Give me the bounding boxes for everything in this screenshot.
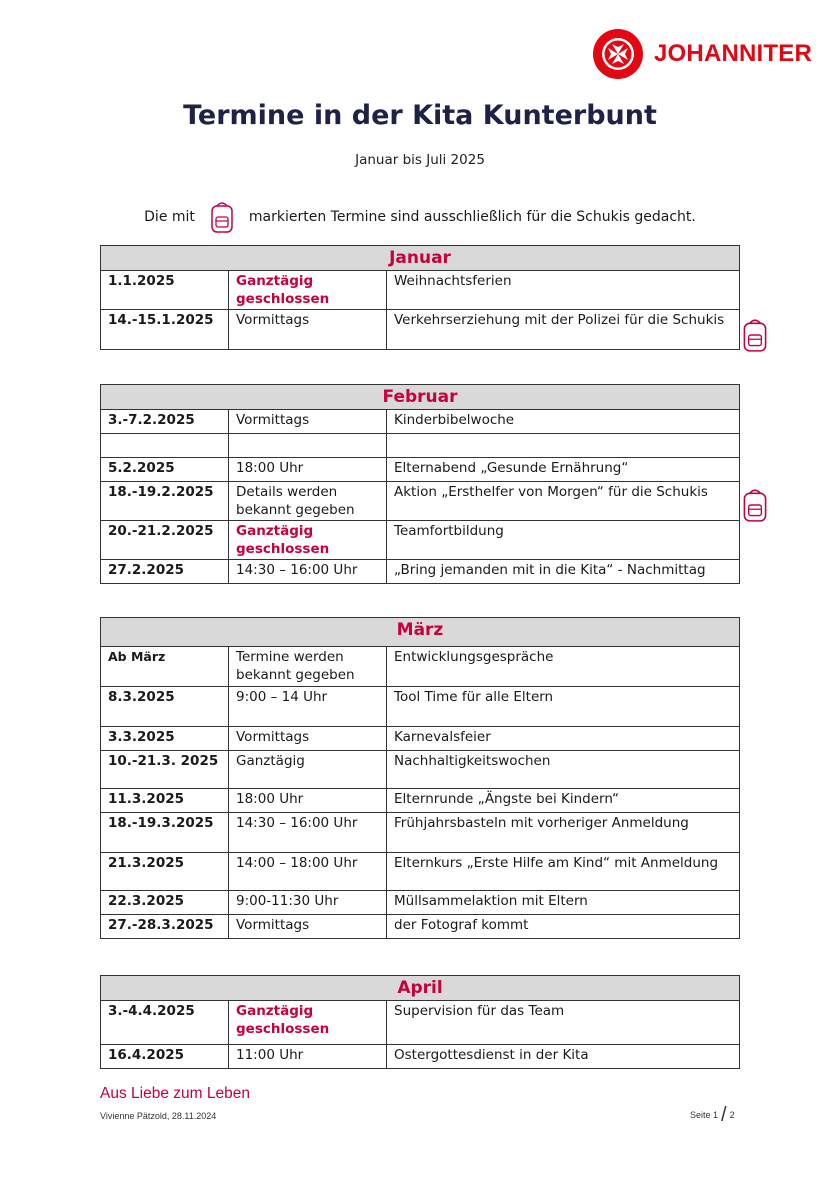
date-cell: 22.3.2025 bbox=[101, 891, 229, 915]
johanniter-cross-seal-icon bbox=[592, 28, 644, 80]
time-cell bbox=[229, 434, 387, 458]
table-row bbox=[101, 813, 740, 853]
event-cell: Entwicklungsgespräche bbox=[387, 647, 740, 687]
date-cell bbox=[101, 434, 229, 458]
month-table-januar bbox=[100, 245, 740, 350]
event-cell: Ostergottesdienst in der Kita bbox=[387, 1045, 740, 1069]
table-row bbox=[101, 560, 740, 584]
date-cell: 3.-7.2.2025 bbox=[101, 410, 229, 434]
table-row bbox=[101, 647, 740, 687]
johanniter-logo bbox=[592, 28, 812, 80]
month-header: April bbox=[101, 976, 740, 1001]
event-cell: Aktion „Ersthelfer von Morgen“ für die Schukis bbox=[387, 482, 740, 521]
schuki-note bbox=[0, 200, 840, 234]
date-cell: 10.-21.3. 2025 bbox=[101, 751, 229, 789]
event-cell: „Bring jemanden mit in die Kita“ - Nachmittag bbox=[387, 560, 740, 584]
event-cell: Müllsammelaktion mit Eltern bbox=[387, 891, 740, 915]
table-row bbox=[101, 271, 740, 310]
page-current: 1 bbox=[713, 1110, 719, 1120]
brand-name: JOHANNITER bbox=[654, 40, 813, 67]
date-cell: 18.-19.3.2025 bbox=[101, 813, 229, 853]
page-separator: / bbox=[721, 1104, 727, 1126]
time-cell: Vormittags bbox=[229, 915, 387, 939]
backpack-icon bbox=[741, 317, 769, 353]
time-cell: Ganztägig geschlossen bbox=[229, 521, 387, 560]
backpack-icon bbox=[741, 487, 769, 523]
month-table-maerz bbox=[100, 617, 740, 939]
event-cell: Tool Time für alle Eltern bbox=[387, 687, 740, 727]
table-row bbox=[101, 482, 740, 521]
table-row bbox=[101, 1045, 740, 1069]
time-cell: Termine werden bekannt gegeben bbox=[229, 647, 387, 687]
time-cell: Vormittags bbox=[229, 727, 387, 751]
time-cell: 14:30 – 16:00 Uhr bbox=[229, 813, 387, 853]
event-cell: Elternkurs „Erste Hilfe am Kind“ mit Anmeldung bbox=[387, 853, 740, 891]
footer-slogan: Aus Liebe zum Leben bbox=[100, 1085, 250, 1102]
table-row bbox=[101, 915, 740, 939]
date-cell: 18.-19.2.2025 bbox=[101, 482, 229, 521]
date-cell: 14.-15.1.2025 bbox=[101, 310, 229, 350]
table-row bbox=[101, 751, 740, 789]
date-cell: 16.4.2025 bbox=[101, 1045, 229, 1069]
date-cell: 5.2.2025 bbox=[101, 458, 229, 482]
time-cell: 14:00 – 18:00 Uhr bbox=[229, 853, 387, 891]
date-cell: 20.-21.2.2025 bbox=[101, 521, 229, 560]
event-cell: Frühjahrsbasteln mit vorheriger Anmeldung bbox=[387, 813, 740, 853]
date-cell: 1.1.2025 bbox=[101, 271, 229, 310]
month-header: März bbox=[101, 618, 740, 647]
event-cell: Supervision für das Team bbox=[387, 1001, 740, 1045]
table-row bbox=[101, 853, 740, 891]
event-cell: Elternrunde „Ängste bei Kindern“ bbox=[387, 789, 740, 813]
note-text-before: Die mit bbox=[144, 209, 195, 225]
date-cell: 11.3.2025 bbox=[101, 789, 229, 813]
date-cell: 27.2.2025 bbox=[101, 560, 229, 584]
time-cell: 18:00 Uhr bbox=[229, 789, 387, 813]
table-row bbox=[101, 434, 740, 458]
time-cell: Ganztägig bbox=[229, 751, 387, 789]
page-number bbox=[690, 1106, 735, 1124]
page-label: Seite bbox=[690, 1110, 711, 1120]
date-cell: 3.-4.4.2025 bbox=[101, 1001, 229, 1045]
date-cell: 27.-28.3.2025 bbox=[101, 915, 229, 939]
time-cell: Vormittags bbox=[229, 310, 387, 350]
month-table-april bbox=[100, 975, 740, 1069]
table-row bbox=[101, 410, 740, 434]
event-cell: Karnevalsfeier bbox=[387, 727, 740, 751]
time-cell: Ganztägig geschlossen bbox=[229, 271, 387, 310]
event-cell: Weihnachtsferien bbox=[387, 271, 740, 310]
event-cell: Elternabend „Gesunde Ernährung“ bbox=[387, 458, 740, 482]
table-row bbox=[101, 789, 740, 813]
page-total: 2 bbox=[729, 1110, 735, 1120]
date-cell: 8.3.2025 bbox=[101, 687, 229, 727]
table-row bbox=[101, 727, 740, 751]
event-cell: Nachhaltigkeitswochen bbox=[387, 751, 740, 789]
event-cell: Verkehrserziehung mit der Polizei für die Schukis bbox=[387, 310, 740, 350]
page-subtitle: Januar bis Juli 2025 bbox=[355, 152, 485, 168]
time-cell: 9:00-11:30 Uhr bbox=[229, 891, 387, 915]
table-row bbox=[101, 458, 740, 482]
time-cell: 14:30 – 16:00 Uhr bbox=[229, 560, 387, 584]
time-cell: 18:00 Uhr bbox=[229, 458, 387, 482]
table-row bbox=[101, 521, 740, 560]
time-cell: 9:00 – 14 Uhr bbox=[229, 687, 387, 727]
event-cell: Teamfortbildung bbox=[387, 521, 740, 560]
backpack-icon bbox=[209, 200, 235, 234]
event-cell: Kinderbibelwoche bbox=[387, 410, 740, 434]
month-table-februar bbox=[100, 384, 740, 584]
table-row bbox=[101, 310, 740, 350]
event-cell bbox=[387, 434, 740, 458]
table-row bbox=[101, 687, 740, 727]
event-cell: der Fotograf kommt bbox=[387, 915, 740, 939]
note-text-after: markierten Termine sind ausschließlich für die Schukis gedacht. bbox=[248, 209, 696, 225]
date-cell: 3.3.2025 bbox=[101, 727, 229, 751]
footer-author: Vivienne Pätzold, 28.11.2024 bbox=[100, 1111, 217, 1121]
month-header: Februar bbox=[101, 385, 740, 410]
table-row bbox=[101, 891, 740, 915]
time-cell: Ganztägig geschlossen bbox=[229, 1001, 387, 1045]
table-row bbox=[101, 1001, 740, 1045]
date-cell: Ab März bbox=[101, 647, 229, 687]
time-cell: Vormittags bbox=[229, 410, 387, 434]
month-header: Januar bbox=[101, 246, 740, 271]
date-cell: 21.3.2025 bbox=[101, 853, 229, 891]
time-cell: 11:00 Uhr bbox=[229, 1045, 387, 1069]
page-title: Termine in der Kita Kunterbunt bbox=[183, 100, 657, 131]
time-cell: Details werden bekannt gegeben bbox=[229, 482, 387, 521]
